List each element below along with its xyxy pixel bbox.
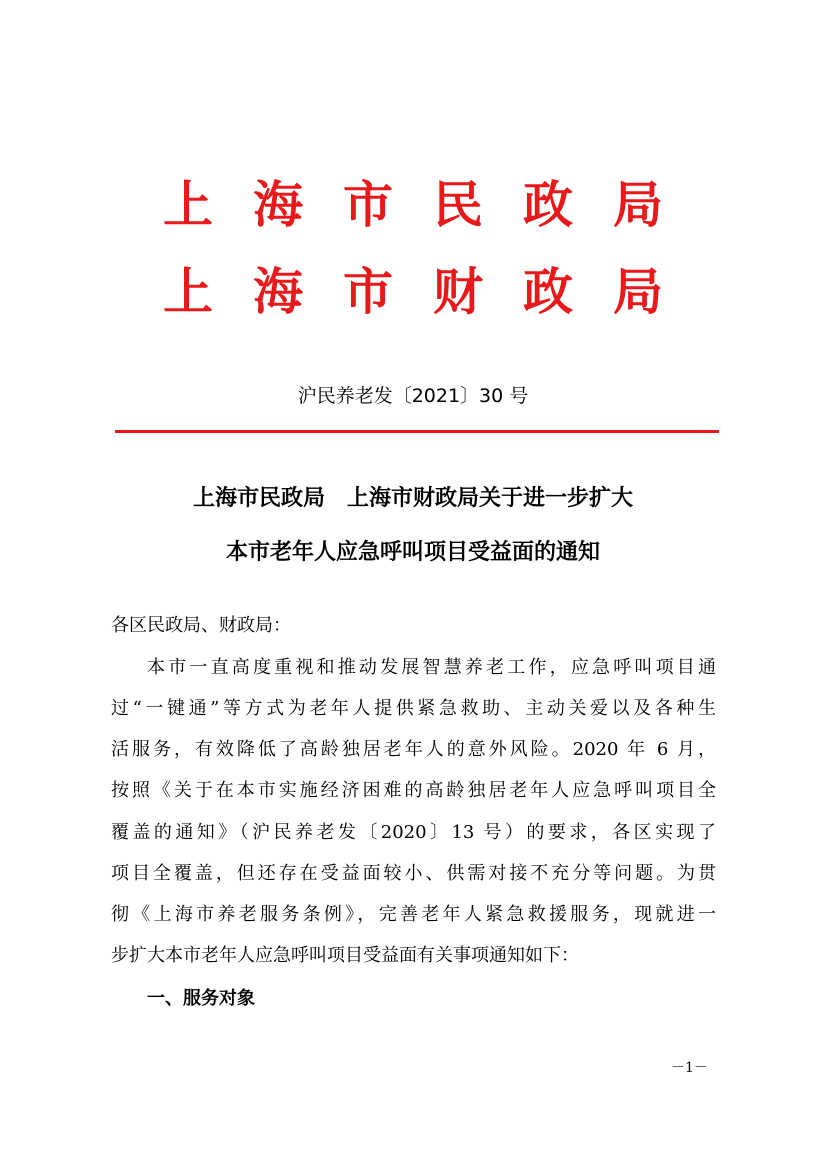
page-number: －1－ bbox=[671, 1060, 708, 1076]
paragraph-line-8: 步扩大本市老年人应急呼叫项目受益面有关事项通知如下： bbox=[111, 945, 579, 966]
section-heading: 一、服务对象 bbox=[147, 988, 255, 1009]
issuing-agency-1: 上海市民政局 bbox=[163, 175, 703, 234]
paragraph-line-6: 项目全覆盖，但还存在受益面较小、供需对接不充分等问题。为贯 bbox=[111, 863, 716, 884]
document-title-line-1: 上海市民政局 上海市财政局关于进一步扩大 bbox=[192, 486, 633, 511]
document-number: 沪民养老发〔2021〕30 号 bbox=[297, 385, 529, 407]
paragraph-line-3: 活服务，有效降低了高龄独居老年人的意外风险。2020 年 6 月， bbox=[111, 739, 716, 760]
paragraph-line-4: 按照《关于在本市实施经济困难的高龄独居老年人应急呼叫项目全 bbox=[111, 780, 716, 801]
paragraph-line-1: 本市一直高度重视和推动发展智慧养老工作，应急呼叫项目通 bbox=[147, 657, 716, 678]
salutation: 各区民政局、财政局： bbox=[111, 615, 291, 636]
paragraph-line-7: 彻《上海市养老服务条例》，完善老年人紧急救援服务，现就进一 bbox=[111, 904, 716, 925]
issuing-agency-2: 上海市财政局 bbox=[163, 262, 703, 321]
document-title-line-2: 本市老年人应急呼叫项目受益面的通知 bbox=[225, 540, 600, 565]
paragraph-line-5: 覆盖的通知》（沪民养老发〔2020〕13 号）的要求，各区实现了 bbox=[111, 822, 716, 843]
red-divider-line bbox=[115, 430, 719, 433]
paragraph-line-2: 过“一键通”等方式为老年人提供紧急救助、主动关爱以及各种生 bbox=[111, 698, 716, 719]
